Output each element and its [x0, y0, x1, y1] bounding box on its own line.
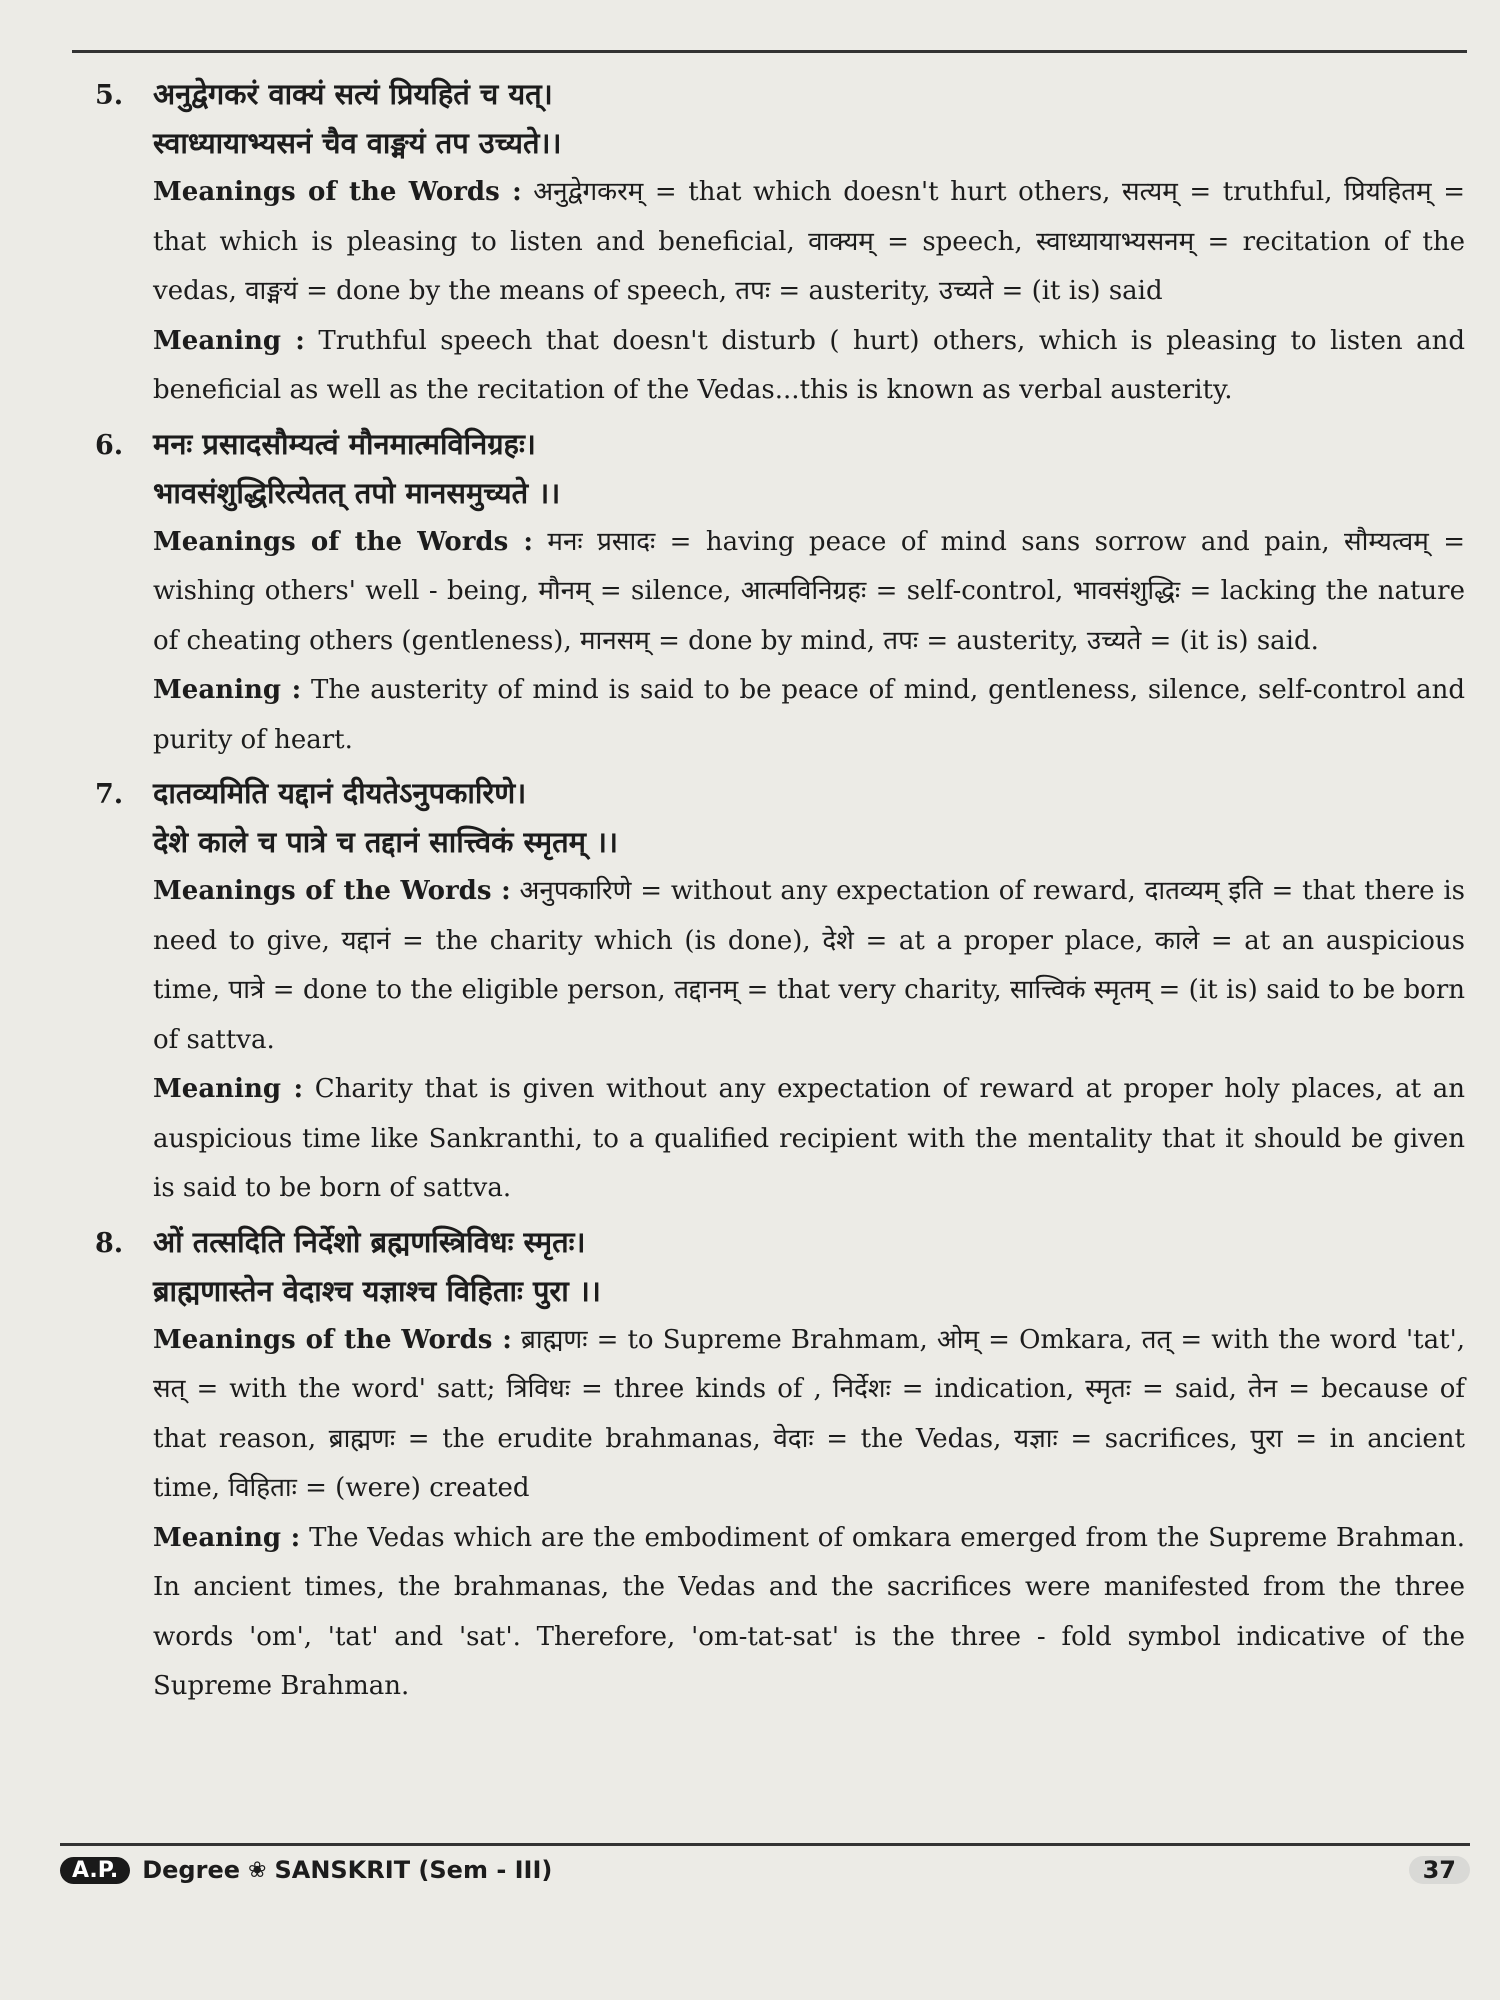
meaning-label: Meaning : — [153, 325, 305, 356]
shloka-line-1: अनुद्वेगकरं वाक्यं सत्यं प्रियहितं च यत्। — [153, 77, 553, 111]
word-meanings-label: Meanings of the Words : — [153, 876, 511, 906]
verse-meaning — [153, 1065, 1465, 1214]
page-content — [95, 70, 1465, 1716]
word-meanings-text: अनुपकारिणे = without any expectation of reward, दातव्यम् इति = that there is need to give, यद्दानं = the charity which (is done), देशे = at a proper place, काले = at an auspicious time, पात्रे = done to the eligible person, तद्दानम् = that very charity, सात्त्विकं स्मृतम् = (it is) said to be born of sattva. — [153, 876, 1465, 1055]
verse-7 — [95, 769, 1465, 1214]
shloka-line-2: ब्राह्मणास्तेन वेदाश्च यज्ञाश्च विहिताः पुरा ।। — [153, 1273, 601, 1308]
word-meanings-text: मनः प्रसादः = having peace of mind sans sorrow and pain, सौम्यत्वम् = wishing others' well - being, मौनम् = silence, आत्मविनिग्रहः = self-control, भावसंशुद्धिः = lacking the nature of cheating others (gentleness), मानसम् = done by mind, तपः = austerity, उच्यते = (it is) said. — [153, 526, 1465, 656]
meaning-text: The Vedas which are the embodiment of omkara emerged from the Supreme Brahman. In ancient times, the brahmanas, the Vedas and the sacrifices were manifested from the three words 'om', 'tat' and 'sat'. Therefore, 'om-tat-sat' is the three - fold symbol indicative of the Supreme Brahman. — [153, 1522, 1465, 1701]
shloka-line-1: मनः प्रसादसौम्यत्वं मौनमात्मविनिग्रहः। — [153, 426, 536, 461]
word-meanings — [153, 518, 1465, 667]
subject-label: SANSKRIT (Sem - III) — [274, 1856, 553, 1884]
word-meanings-label: Meanings of the Words : — [153, 1324, 512, 1355]
verse-meaning — [153, 317, 1465, 416]
shloka-line-2: देशे काले च पात्रे च तद्दानं सात्त्विकं स्मृतम् ।। — [153, 825, 619, 859]
meaning-label: Meaning : — [153, 675, 302, 705]
meaning-text: Truthful speech that doesn't disturb ( hurt) others, which is pleasing to listen and beneficial as well as the recitation of the Vedas...this is known as verbal austerity. — [153, 325, 1465, 405]
word-meanings — [153, 168, 1465, 317]
meaning-text: The austerity of mind is said to be peace of mind, gentleness, silence, self-control and purity of heart. — [153, 675, 1466, 755]
page-number: 37 — [1409, 1856, 1470, 1884]
flower-icon: ❀ — [248, 1857, 267, 1883]
shloka-line-2: भावसंशुद्धिरित्येतत् तपो मानसमुच्यते ।। — [153, 475, 561, 510]
page-footer — [60, 1850, 1470, 1890]
shloka-line-1: ओं तत्सदिति निर्देशो ब्रह्मणस्त्रिविधः स्मृतः। — [153, 1224, 586, 1259]
word-meanings-text: ब्राह्मणः = to Supreme Brahmam, ओम् = Omkara, तत् = with the word 'tat', सत् = with the word' satt; त्रिविधः = three kinds of , निर्देशः = indication, स्मृतः = said, तेन = because of that reason, ब्राह्मणः = the erudite brahmanas, वेदाः = the Vedas, यज्ञाः = sacrifices, पुरा = in ancient time, विहिताः = (were) created — [153, 1324, 1465, 1503]
ap-badge: A.P. — [60, 1857, 130, 1884]
meaning-label: Meaning : — [153, 1074, 304, 1104]
word-meanings-text: अनुद्वेगकरम् = that which doesn't hurt others, सत्यम् = truthful, प्रियहितम् = that which is pleasing to listen and beneficial, वाक्यम् = speech, स्वाध्यायाभ्यसनम् = recitation of the vedas, वाङ्मयं = done by the means of speech, तपः = austerity, उच्यते = (it is) said — [153, 177, 1465, 306]
verse-5 — [95, 70, 1465, 416]
verse-number: 7. — [95, 779, 124, 810]
meaning-label: Meaning : — [153, 1522, 301, 1553]
course-label: Degree — [142, 1856, 241, 1884]
verse-6 — [95, 420, 1465, 766]
word-meanings — [153, 867, 1465, 1065]
verse-number: 5. — [95, 80, 124, 111]
shloka-line-2: स्वाध्यायाभ्यसनं चैव वाङ्मयं तप उच्यते।। — [153, 126, 562, 160]
verse-8 — [95, 1218, 1465, 1712]
shloka-line-1: दातव्यमिति यद्दानं दीयतेऽनुपकारिणे। — [153, 776, 527, 810]
verse-meaning — [153, 666, 1465, 765]
word-meanings-label: Meanings of the Words : — [153, 177, 522, 207]
word-meanings — [153, 1316, 1465, 1514]
top-rule — [72, 50, 1467, 53]
verse-number: 8. — [95, 1227, 124, 1259]
verse-number: 6. — [95, 429, 124, 461]
word-meanings-label: Meanings of the Words : — [153, 526, 534, 557]
meaning-text: Charity that is given without any expectation of reward at proper holy places, at an auspicious time like Sankranthi, to a qualified recipient with the mentality that it should be given is said to be born of sattva. — [153, 1074, 1465, 1203]
footer-rule — [60, 1843, 1470, 1846]
verse-meaning — [153, 1514, 1465, 1712]
